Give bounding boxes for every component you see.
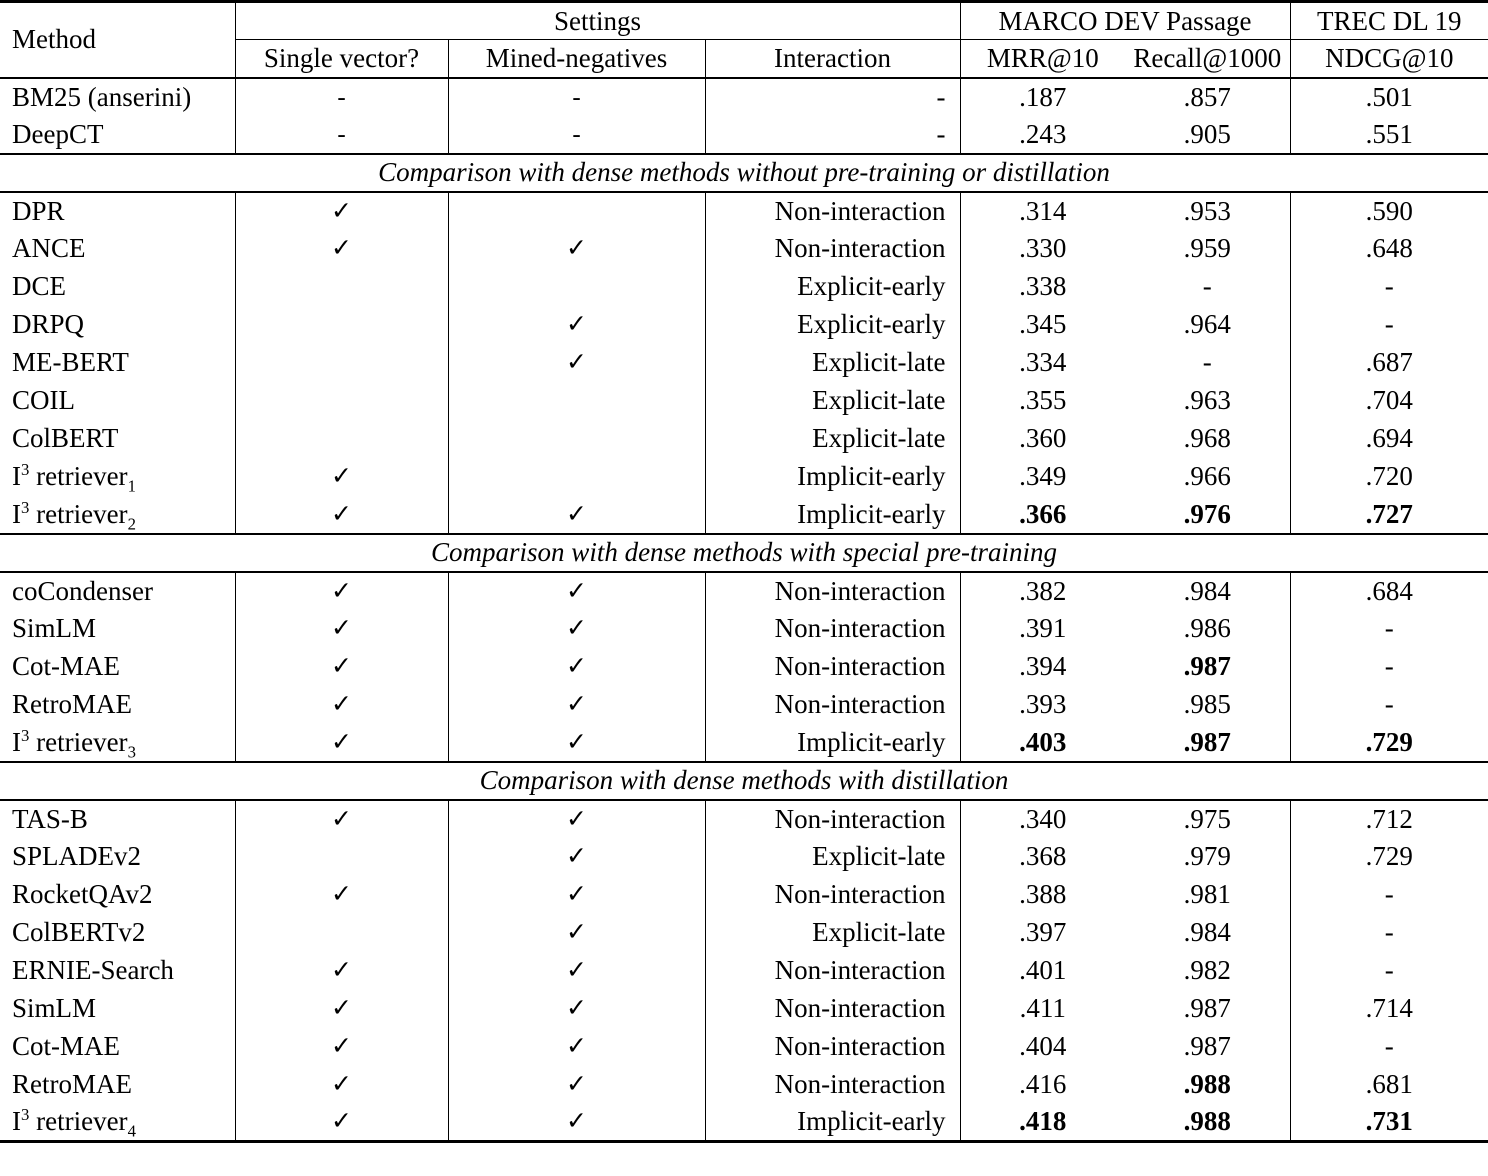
cell-method: RetroMAE [12,689,132,719]
cell-interaction: Implicit-early [705,724,960,762]
cell-method: $I^3$ retriever$_2$ [12,497,136,533]
section-caption: Comparison with dense methods with distillation [0,762,1488,800]
section-caption: Comparison with dense methods with special pre-training [0,534,1488,572]
cell-mrr-at-10: .366 [960,496,1125,534]
table-row [0,1028,1488,1066]
cell-single-vector [235,344,448,382]
cell-mined-negatives: ✓ [448,610,705,648]
cell-mined-negatives: ✓ [448,952,705,990]
cell-mrr-at-10: .368 [960,838,1125,876]
cell-interaction: Explicit-late [705,344,960,382]
cell-recall-at-1000: .988 [1125,1104,1290,1142]
cell-method: ColBERTv2 [12,917,146,947]
cell-mrr-at-10: .349 [960,458,1125,496]
table-row [0,496,1488,534]
table-row [0,838,1488,876]
cell-interaction: Explicit-early [705,268,960,306]
cell-mrr-at-10: .334 [960,344,1125,382]
cell-mrr-at-10: .394 [960,648,1125,686]
cell-mrr-at-10: .403 [960,724,1125,762]
table-row [0,306,1488,344]
column-header-recall-at-1000: Recall@1000 [1125,40,1290,78]
section-caption-row [0,154,1488,192]
section-caption-row [0,534,1488,572]
cell-interaction: Non-interaction [705,800,960,838]
table-row [0,610,1488,648]
cell-single-vector: ✓ [235,1066,448,1104]
cell-mrr-at-10: .345 [960,306,1125,344]
cell-interaction: Non-interaction [705,952,960,990]
cell-ndcg-at-10: .590 [1290,192,1488,230]
column-header-interaction: Interaction [705,40,960,78]
method-superscript: 3 [21,460,30,479]
cell-single-vector: ✓ [235,648,448,686]
table-row [0,116,1488,154]
cell-recall-at-1000: .986 [1183,613,1231,643]
cell-single-vector: ✓ [235,686,448,724]
cell-single-vector: ✓ [235,724,448,762]
cell-interaction: Implicit-early [705,1104,960,1142]
cell-ndcg-at-10: .712 [1290,800,1488,838]
cell-mined-negatives [448,420,705,458]
cell-interaction: Non-interaction [705,686,960,724]
cell-interaction: Non-interaction [705,1028,960,1066]
table-row [0,1104,1488,1142]
cell-mined-negatives: ✓ [448,496,705,534]
cell-ndcg-at-10: - [1290,686,1488,724]
method-subscript: 3 [127,741,136,761]
table-row [0,990,1488,1028]
cell-mined-negatives: ✓ [448,724,705,762]
cell-recall-at-1000: .987 [1183,726,1231,757]
cell-method: BM25 (anserini) [0,78,235,116]
cell-single-vector: ✓ [235,192,448,230]
section-caption-row [0,762,1488,800]
cell-interaction: Implicit-early [705,496,960,534]
cell-mined-negatives [448,458,705,496]
cell-method: ColBERT [12,423,119,453]
cell-mined-negatives: - [448,78,705,116]
method-subscript: 2 [127,513,136,533]
cell-recall-at-1000: - [1202,271,1212,301]
cell-method: $I^3$ retriever$_1$ [12,460,136,496]
cell-interaction: Non-interaction [705,1066,960,1104]
cell-mrr-at-10: .404 [960,1028,1125,1066]
cell-ndcg-at-10: .694 [1290,420,1488,458]
cell-single-vector: ✓ [235,1028,448,1066]
cell-ndcg-at-10: .681 [1290,1066,1488,1104]
cell-ndcg-at-10: - [1290,306,1488,344]
cell-single-vector: ✓ [235,230,448,268]
cell-ndcg-at-10: .704 [1290,382,1488,420]
table-row [0,686,1488,724]
cell-single-vector [235,420,448,458]
cell-method: $I^3$ retriever$_4$ [0,1104,235,1142]
cell-ndcg-at-10: - [1290,914,1488,952]
cell-recall-at-1000: .982 [1183,955,1231,985]
cell-single-vector: ✓ [235,496,448,534]
cell-mrr-at-10: .360 [960,420,1125,458]
cell-single-vector: - [235,116,448,154]
cell-mrr-at-10: .382 [960,572,1125,610]
cell-recall-at-1000: .968 [1183,423,1231,453]
column-group-header-settings: Settings [235,2,960,40]
cell-mined-negatives [448,192,705,230]
cell-recall-at-1000: .984 [1183,575,1231,606]
cell-mined-negatives: ✓ [448,230,705,268]
cell-mrr-at-10: .355 [960,382,1125,420]
cell-method: Cot-MAE [12,651,120,681]
cell-ndcg-at-10: .648 [1290,230,1488,268]
cell-method: DCE [12,271,66,301]
cell-mined-negatives [448,268,705,306]
cell-single-vector: ✓ [235,572,448,610]
cell-method: SPLADEv2 [12,841,142,871]
cell-ndcg-at-10: .687 [1290,344,1488,382]
table-row [0,344,1488,382]
cell-mrr-at-10: .416 [960,1066,1125,1104]
cell-mrr-at-10: .388 [960,876,1125,914]
cell-mined-negatives: - [448,116,705,154]
cell-recall-at-1000: .987 [1183,993,1231,1023]
cell-recall-at-1000: .966 [1183,461,1231,491]
cell-mined-negatives: ✓ [448,800,705,838]
cell-mined-negatives: ✓ [448,1104,705,1142]
cell-mined-negatives: ✓ [448,572,705,610]
table-row [0,876,1488,914]
cell-single-vector: ✓ [235,990,448,1028]
cell-mrr-at-10: .314 [960,192,1125,230]
cell-mrr-at-10: .391 [960,610,1125,648]
cell-ndcg-at-10: .731 [1290,1104,1488,1142]
method-superscript: 3 [21,497,30,517]
cell-recall-at-1000: .981 [1183,879,1231,909]
cell-ndcg-at-10: .684 [1290,572,1488,610]
cell-recall-at-1000: .984 [1183,917,1231,947]
header-group-row [0,2,1488,40]
cell-mined-negatives: ✓ [448,876,705,914]
column-header-mined-negatives: Mined-negatives [448,40,705,78]
table-row [0,420,1488,458]
cell-interaction: Explicit-early [705,306,960,344]
cell-ndcg-at-10: - [1290,648,1488,686]
cell-interaction: Non-interaction [705,572,960,610]
cell-mrr-at-10: .393 [960,686,1125,724]
table-row [0,572,1488,610]
cell-recall-at-1000: .987 [1183,1031,1231,1061]
cell-method: SimLM [12,613,97,643]
cell-recall-at-1000: .905 [1183,118,1231,149]
cell-interaction: Non-interaction [705,648,960,686]
table-body [0,78,1488,1142]
cell-interaction: Explicit-late [705,914,960,952]
method-subscript: 1 [127,476,136,496]
cell-recall-at-1000: .976 [1183,498,1231,529]
cell-recall-at-1000: .987 [1183,651,1231,681]
cell-ndcg-at-10: .551 [1290,116,1488,154]
table-row [0,1066,1488,1104]
table-row [0,952,1488,990]
cell-single-vector: - [235,78,448,116]
column-group-header-marco-dev-passage: MARCO DEV Passage [960,2,1290,40]
cell-ndcg-at-10: - [1290,1028,1488,1066]
table-row [0,458,1488,496]
cell-interaction: - [705,78,960,116]
cell-ndcg-at-10: - [1290,876,1488,914]
table-header [0,2,1488,78]
method-superscript: 3 [21,725,30,745]
cell-interaction: - [705,116,960,154]
cell-ndcg-at-10: .727 [1290,496,1488,534]
cell-recall-at-1000: .985 [1183,689,1231,719]
cell-mined-negatives: ✓ [448,1028,705,1066]
cell-method: ANCE [12,233,86,263]
cell-single-vector [235,382,448,420]
table-row [0,648,1488,686]
cell-interaction: Explicit-late [705,382,960,420]
cell-mrr-at-10: .411 [960,990,1125,1028]
cell-recall-at-1000: .964 [1183,309,1231,339]
column-header-single-vector: Single vector? [235,40,448,78]
cell-recall-at-1000: .959 [1183,233,1231,263]
cell-method: TAS-B [12,803,88,834]
cell-single-vector [235,914,448,952]
cell-recall-at-1000: .857 [1125,78,1290,116]
cell-method: RocketQAv2 [12,879,153,909]
table-row [0,268,1488,306]
cell-mined-negatives: ✓ [448,914,705,952]
cell-recall-at-1000: .988 [1183,1069,1231,1099]
cell-mined-negatives: ✓ [448,648,705,686]
cell-method: DRPQ [12,309,85,339]
cell-recall-at-1000: .975 [1183,803,1231,834]
cell-mined-negatives [448,382,705,420]
cell-method: SimLM [12,993,97,1023]
cell-method: coCondenser [12,575,153,606]
cell-method: ME-BERT [12,347,129,377]
table-row [0,192,1488,230]
cell-mined-negatives: ✓ [448,306,705,344]
table-row [0,382,1488,420]
cell-recall-at-1000: .963 [1183,385,1231,415]
column-header-ndcg-at-10: NDCG@10 [1290,40,1488,78]
cell-mrr-at-10: .243 [960,116,1125,154]
cell-single-vector: ✓ [235,876,448,914]
cell-recall-at-1000: .979 [1183,841,1231,871]
cell-method: Cot-MAE [12,1031,120,1061]
cell-ndcg-at-10: .720 [1290,458,1488,496]
cell-method: $I^3$ retriever$_3$ [12,725,136,761]
cell-mined-negatives: ✓ [448,1066,705,1104]
table-row [0,914,1488,952]
cell-ndcg-at-10: .729 [1290,724,1488,762]
cell-ndcg-at-10: - [1290,952,1488,990]
cell-interaction: Explicit-late [705,420,960,458]
cell-single-vector: ✓ [235,952,448,990]
cell-mrr-at-10: .187 [960,78,1125,116]
cell-ndcg-at-10: .501 [1290,78,1488,116]
cell-single-vector [235,838,448,876]
cell-interaction: Non-interaction [705,876,960,914]
method-subscript: 4 [127,1121,136,1141]
cell-mrr-at-10: .340 [960,800,1125,838]
cell-mined-negatives: ✓ [448,838,705,876]
cell-single-vector: ✓ [235,1104,448,1142]
cell-single-vector [235,306,448,344]
cell-single-vector: ✓ [235,610,448,648]
cell-method: RetroMAE [12,1069,132,1099]
cell-mrr-at-10: .330 [960,230,1125,268]
cell-mrr-at-10: .401 [960,952,1125,990]
cell-ndcg-at-10: .729 [1290,838,1488,876]
cell-interaction: Non-interaction [705,230,960,268]
cell-mined-negatives: ✓ [448,990,705,1028]
cell-mined-negatives: ✓ [448,344,705,382]
cell-recall-at-1000: - [1202,347,1212,377]
cell-method: COIL [12,385,75,415]
cell-single-vector [235,268,448,306]
cell-single-vector: ✓ [235,800,448,838]
table-row [0,724,1488,762]
table-row [0,800,1488,838]
column-header-method: Method [0,2,235,78]
cell-method: ERNIE-Search [12,955,174,985]
cell-recall-at-1000: .953 [1183,195,1231,226]
cell-single-vector: ✓ [235,458,448,496]
cell-mrr-at-10: .338 [960,268,1125,306]
cell-ndcg-at-10: - [1290,268,1488,306]
section-caption: Comparison with dense methods without pre-training or distillation [0,154,1488,192]
column-group-header-trec-dl-19: TREC DL 19 [1290,2,1488,40]
cell-mined-negatives: ✓ [448,686,705,724]
cell-interaction: Non-interaction [705,990,960,1028]
cell-interaction: Non-interaction [705,610,960,648]
table-row [0,78,1488,116]
cell-mrr-at-10: .397 [960,914,1125,952]
cell-method: DPR [12,195,65,226]
cell-mrr-at-10: .418 [960,1104,1125,1142]
cell-ndcg-at-10: .714 [1290,990,1488,1028]
cell-method: DeepCT [12,118,104,149]
cell-ndcg-at-10: - [1290,610,1488,648]
table-row [0,230,1488,268]
cell-interaction: Explicit-late [705,838,960,876]
cell-interaction: Implicit-early [705,458,960,496]
column-header-mrr-at-10: MRR@10 [960,40,1125,78]
method-superscript: 3 [21,1105,30,1125]
cell-interaction: Non-interaction [705,192,960,230]
